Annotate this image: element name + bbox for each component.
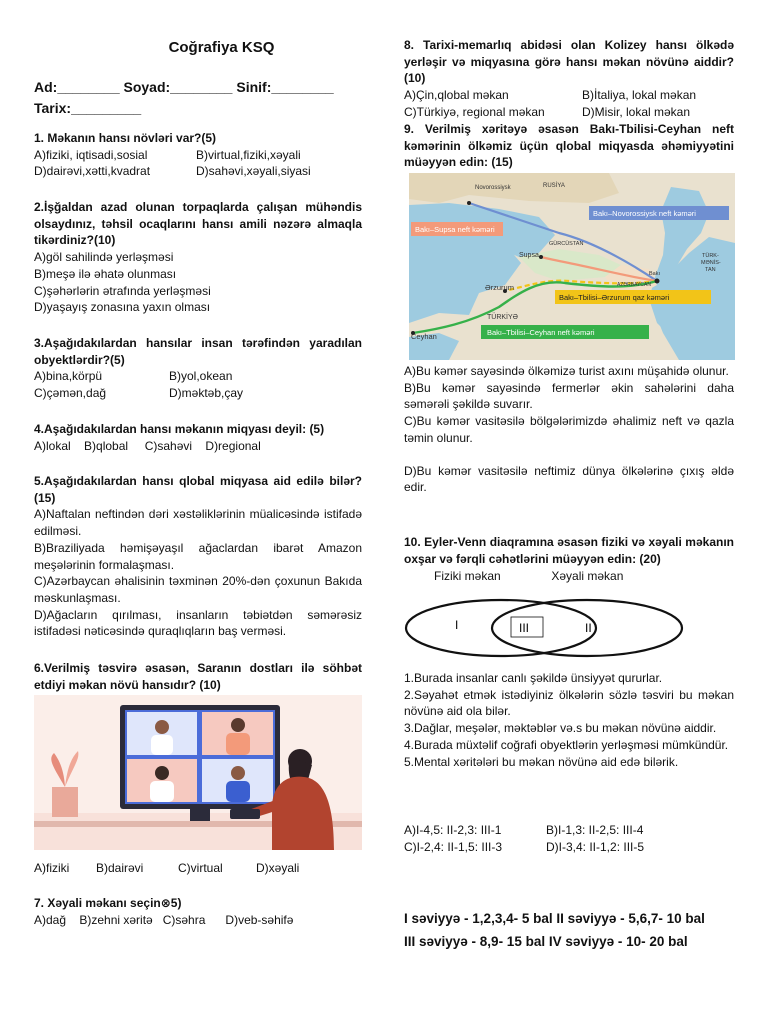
map-label-novorossiysk-pipeline: Bakı–Novorossiysk neft kəməri [593, 209, 696, 218]
question-1-text: 1. Məkanın hansı növləri var?(5) [34, 131, 217, 145]
q2-option-b: B)meşə ilə əhatə olunması [34, 266, 177, 281]
question-10 [404, 534, 734, 567]
map-label-novorossiysk: Novorossiysk [475, 185, 511, 191]
q3-option-c: C)çəmən,dağ [34, 386, 107, 401]
q10-statement-3: 3.Dağlar, meşələr, məktəblər və.s bu məkan növünə aiddir. [404, 721, 717, 736]
venn-region-ii: II [585, 621, 592, 635]
question-5 [34, 473, 362, 640]
date-line: Tarix:_________ [34, 100, 142, 116]
question-9-text: 9. Verilmiş xəritəyə əsasən Bakı-Tbilisi-Ceyhan neft kəmərinin ölkəmiz üçün qlobal miqyasda əhəmiyyətini müəyyən edin: (15) [404, 122, 734, 170]
q6-option-a: A)fiziki [34, 861, 70, 875]
question-8 [404, 37, 734, 121]
q10-options [404, 822, 734, 855]
q8-option-b: B)İtaliya, lokal məkan [582, 88, 697, 103]
q9-option-d: D)Bu kəmər vasitəsilə neftimiz dünya ölkələrinə çıxış əldə edir. [404, 463, 734, 495]
q8-option-d: D)Misir, lokal məkan [582, 104, 691, 119]
map-label-turkmenistan-3: TAN [705, 267, 716, 273]
name-surname-class-line: Ad:________ Soyad:________ Sinif:________ [34, 79, 334, 95]
question-3 [34, 335, 362, 402]
map-label-supsa: Supsa [519, 252, 539, 259]
map-label-gas-pipeline: Bakı–Tbilisi–Ərzurum qaz kəməri [559, 293, 670, 302]
q5-option-b: B)Braziliyada həmişəyaşıl ağaclardan ibarət Amazon meşələrinin formalaşması. [34, 540, 362, 572]
q10-option-a: A)I-4,5: II-2,3: III-1 [404, 823, 502, 837]
q10-statement-4: 4.Burada müxtəlif coğrafi obyektlərin yerləşməsi mümkündür. [404, 737, 729, 752]
q10-option-d: D)I-3,4: II-1,2: III-5 [546, 839, 645, 854]
q8-option-c: C)Türkiyə, regional məkan [404, 104, 545, 119]
q8-option-a: A)Çin,qlobal məkan [404, 88, 509, 103]
question-2 [34, 199, 362, 316]
q9-option-a: A)Bu kəmər sayəsində ölkəmizə turist axını müşahidə olunur. [404, 364, 729, 378]
q5-option-c: C)Azərbaycan əhalisinin təxminən 20%-dən çoxunun Bakıda məskunlaşması. [34, 574, 362, 605]
student-info-fields [34, 77, 334, 119]
q10-statement-2: 2.Səyahət etmək istədiyiniz ölkələrin sözlə təsviri bu məkan növünə aid ola bilər. [404, 687, 734, 719]
venn-region-i: I [455, 618, 459, 632]
q3-option-b: B)yol,okean [169, 369, 233, 384]
q1-option-b: B)virtual,fiziki,xəyali [196, 147, 301, 162]
page-title: Coğrafiya KSQ [168, 39, 275, 56]
map-label-turkey: TÜRKİYƏ [487, 314, 518, 321]
q2-option-a: A)göl sahilində yerləşməsi [34, 250, 174, 265]
q6-option-b: B)dairəvi [96, 861, 144, 875]
question-7 [34, 895, 362, 928]
map-label-baku: Bakı [649, 271, 661, 277]
question-10-text: 10. Eyler-Venn diaqramına əsasən fiziki və xəyali məkanın oxşar və fərqli cəhətlərini müəyyən edin: (20) [404, 535, 734, 566]
question-4-text: 4.Aşağıdakılardan hansı məkanın miqyası deyil: (5) [34, 422, 325, 436]
question-8-text: 8. Tarixi-memarlıq abidəsi olan Kolizey hansı ölkədə yerləşir və miqyasına görə hansı məkan növünə aiddir? (10) [404, 38, 734, 86]
question-9 [404, 121, 734, 171]
question-6-text: 6.Verilmiş təsvirə əsasən, Saranın dostları ilə söhbət etdiyi məkan növü hansıdır? (10) [34, 661, 362, 692]
question-3-text: 3.Aşağıdakılardan hansılar insan tərəfindən yaradılan obyektlərdir?(5) [34, 336, 362, 367]
q4-options: A)lokal B)qlobal C)sahəvi D)regional [34, 438, 261, 453]
q10-statement-1: 1.Burada insanlar canlı şəkildə ünsiyyət qururlar. [404, 671, 663, 685]
question-1 [34, 130, 362, 180]
map-label-turkmenistan-2: MƏNİS- [701, 260, 721, 266]
venn-circle-physical [406, 600, 596, 656]
q10-option-c: C)I-2,4: II-1,5: III-3 [404, 839, 503, 854]
q1-option-c: D)dairəvi,xətti,kvadrat [34, 164, 151, 179]
question-5-text: 5.Aşağıdakılardan hansı qlobal miqyasa aid edilə bilər?(15) [34, 474, 362, 505]
scoring-level-line-2: III səviyyə - 8,9- 15 bal IV səviyyə - 10- 20 bal [404, 934, 688, 949]
map-label-turkmenistan-1: TÜRK- [702, 253, 719, 259]
map-label-ceyhan: Ceyhan [411, 332, 437, 341]
q1-option-d: D)sahəvi,xəyali,siyasi [196, 164, 311, 179]
q2-option-c: C)şəhərlərin ətrafında yerləşməsi [34, 283, 211, 298]
q2-option-d: D)yaşayış zonasına yaxın olması [34, 300, 211, 315]
q5-option-a: A)Naftalan neftindən dəri xəstəliklərinin müalicəsində istifadə edilməsi. [34, 507, 362, 539]
question-2-text: 2.İşğaldan azad olunan torpaqlarda çalışan mühəndis olsaydınız, təhsil ocaqlarını hansı amili nəzərə almaqla tikərdiniz?(10) [34, 200, 362, 248]
scoring-level-line-1: I səviyyə - 1,2,3,4- 5 bal II səviyyə - 5,6,7- 10 bal [404, 911, 705, 926]
video-call-illustration [34, 695, 362, 850]
q10-statements [404, 670, 734, 770]
map-label-georgia: GÜRCÜSTAN [549, 241, 584, 247]
question-7-text: 7. Xəyali məkanı seçin⊗5) [34, 896, 182, 910]
venn-label-imaginary: Xəyali məkan [551, 569, 624, 583]
venn-labels [434, 569, 623, 583]
q9-option-c: C)Bu kəmər vasitəsilə bölgələrimizdə əhalimiz neft və qazla təmin olunur. [404, 414, 734, 445]
pipeline-map [409, 173, 735, 360]
q3-option-d: D)məktəb,çay [169, 386, 244, 401]
q5-option-d: D)Ağacların qırılması, insanların təbiətdən səmərəsiz istifadəsi nəticəsində quraqlıqların baş verməsi. [34, 607, 362, 639]
scoring-levels [404, 907, 705, 953]
q6-option-d: D)xəyali [256, 861, 300, 875]
map-label-btc-pipeline: Bakı–Tbilisi–Ceyhan neft kəməri [487, 328, 595, 337]
q3-option-a: A)bina,körpü [34, 369, 103, 384]
question-4 [34, 421, 362, 454]
q10-option-b: B)I-1,3: II-2,5: III-4 [546, 823, 644, 837]
q10-statement-5: 5.Mental xəritələri bu məkan növünə aid edə bilərik. [404, 754, 679, 769]
q9-option-b: B)Bu kəmər sayəsində fermerlər əkin sahələrini daha səmərəli şəkildə suvarır. [404, 380, 734, 412]
venn-region-iii: III [519, 621, 530, 635]
q9-options [404, 363, 734, 496]
venn-diagram [404, 595, 734, 665]
question-6 [34, 660, 362, 693]
map-label-azerbaijan: AZƏRBAYCAN [617, 282, 651, 288]
q6-option-c: C)virtual [178, 861, 223, 875]
map-label-erzurum: Ərzurum [485, 283, 514, 292]
venn-label-physical: Fiziki məkan [434, 569, 501, 583]
q6-options [34, 860, 362, 877]
q1-option-a: A)fiziki, iqtisadi,sosial [34, 147, 148, 162]
q7-options: A)dağ B)zehni xəritə C)səhra D)veb-səhifə [34, 912, 294, 927]
map-label-russia: RUSİYA [543, 183, 565, 189]
map-label-supsa-pipeline: Bakı–Supsa neft kəməri [415, 225, 495, 234]
